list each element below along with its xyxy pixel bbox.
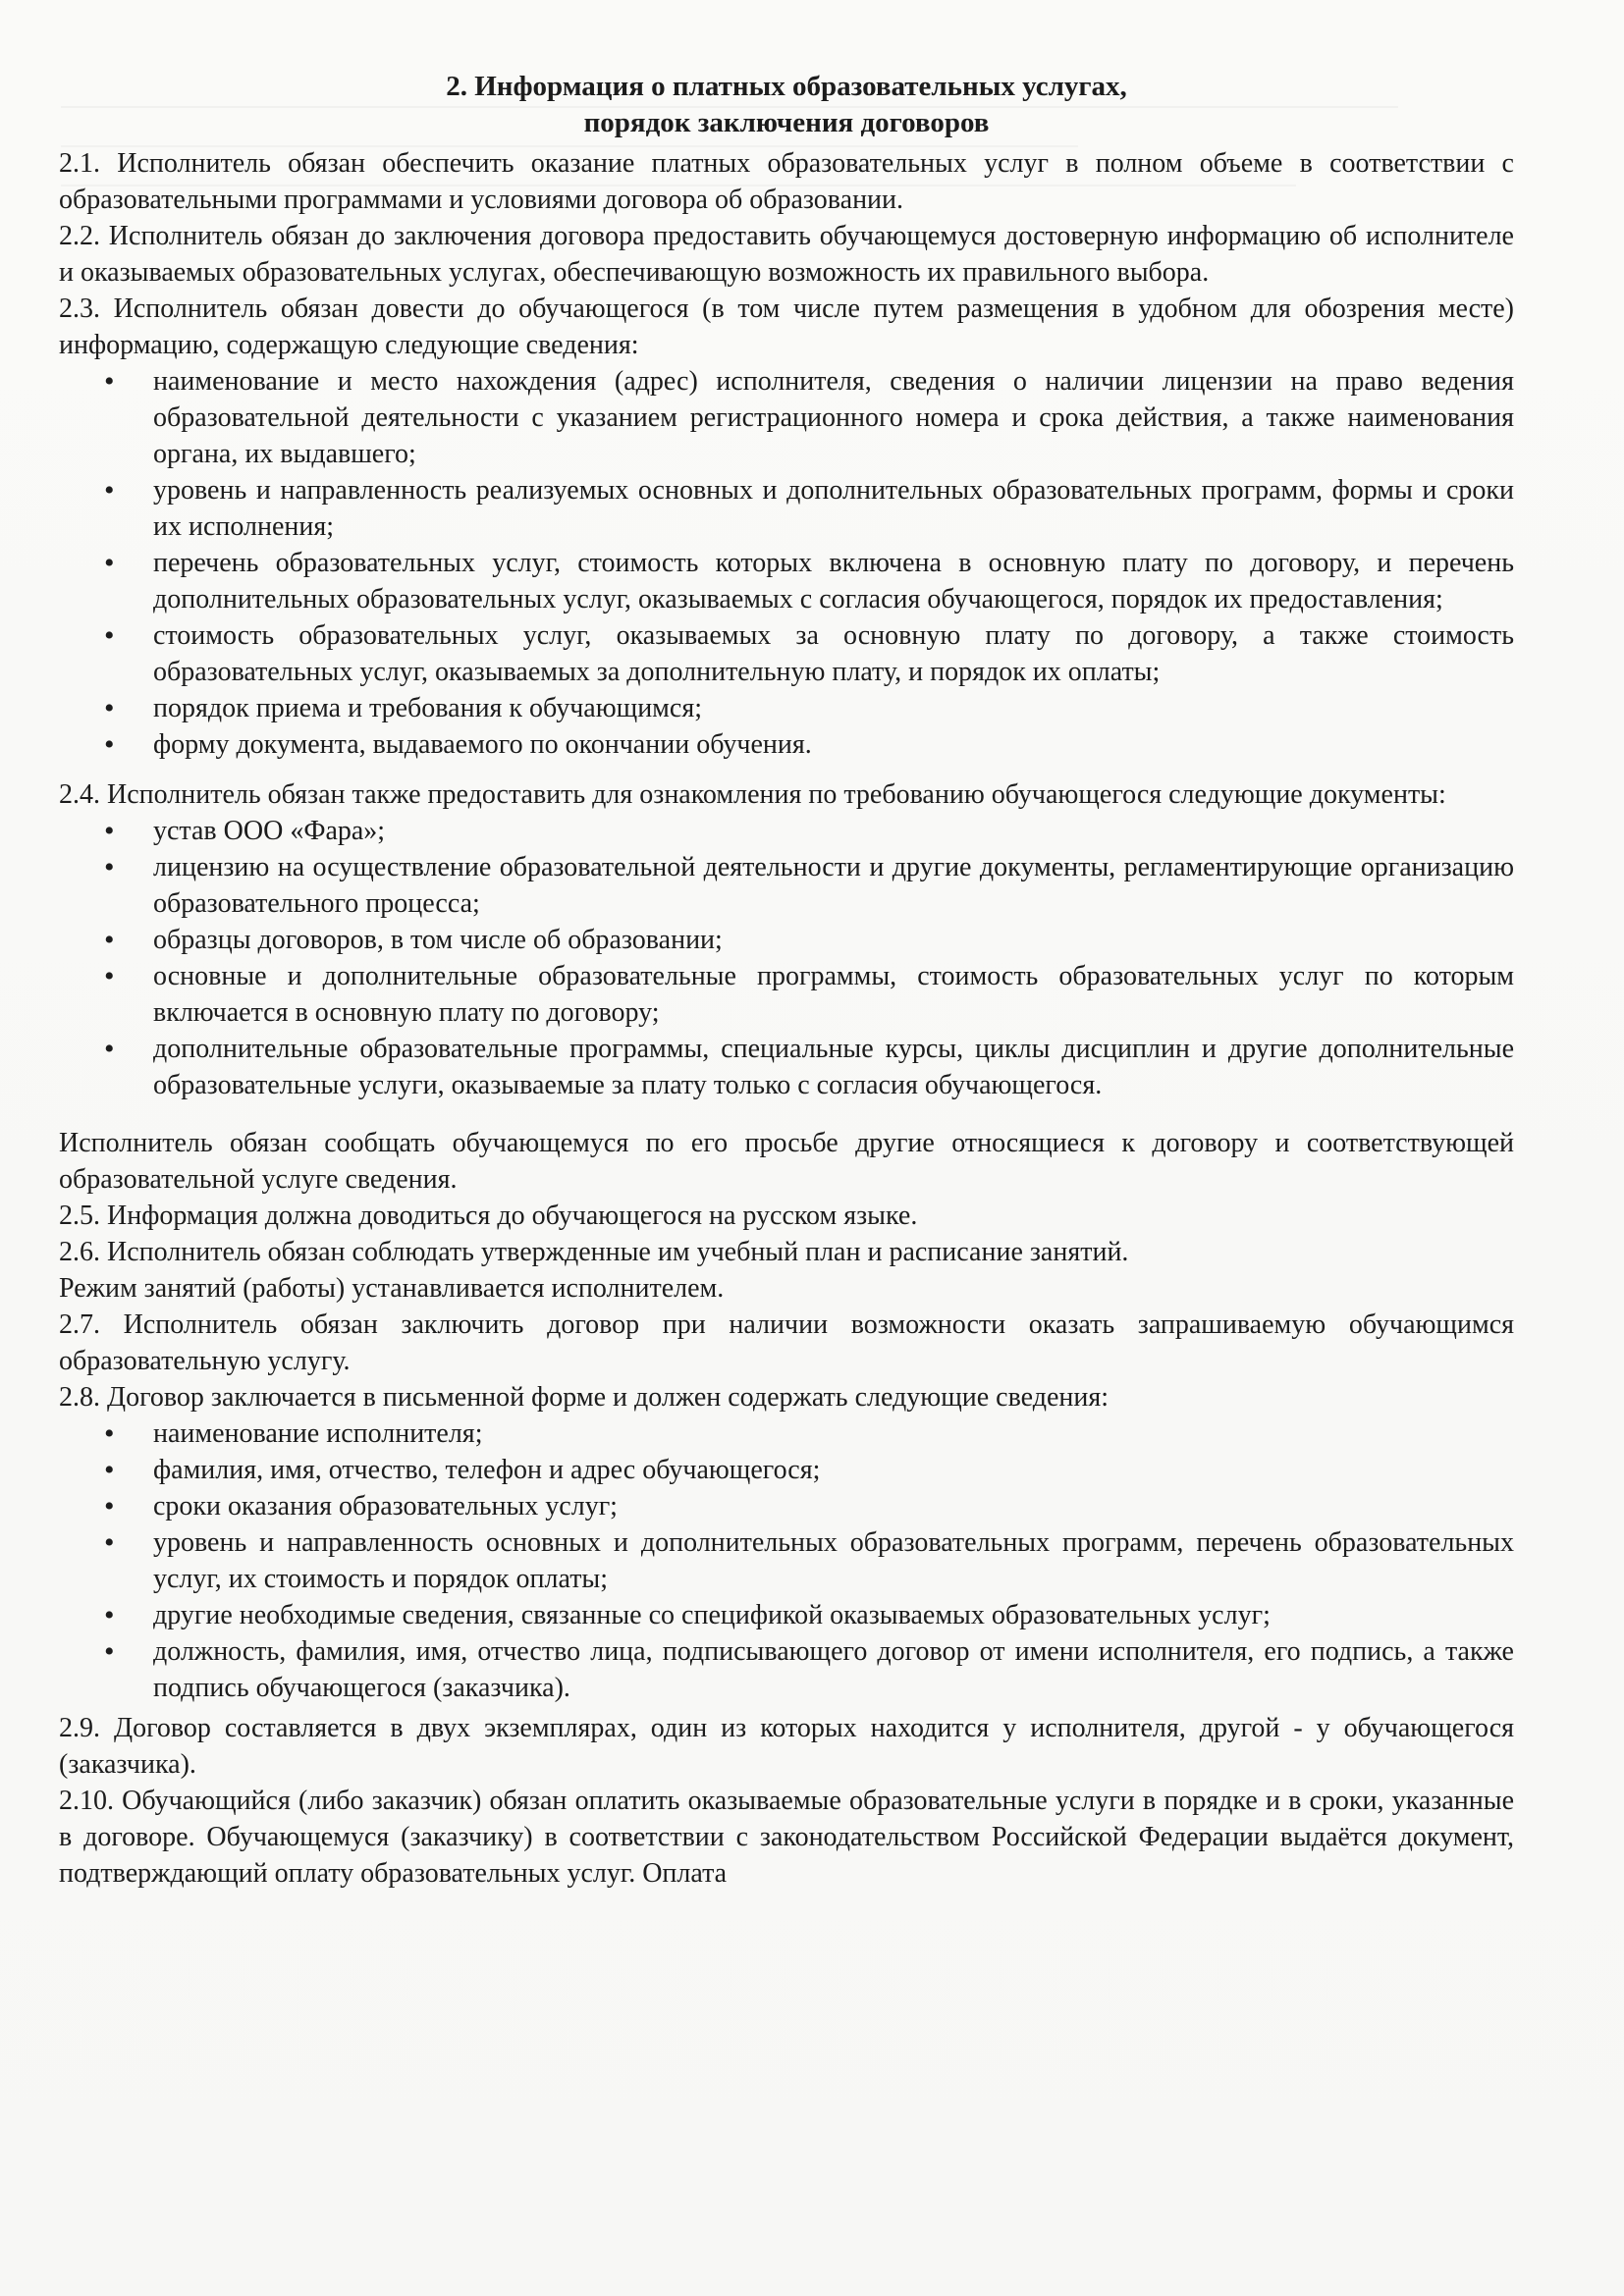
list-item: • наименование исполнителя; [153,1415,1514,1452]
clause-2-1: 2.1. Исполнитель обязан обеспечить оказание платных образовательных услуг в полном объеме в соответствии с образовательными программами и условиями договора об образовании. [59,148,1514,215]
list-2-8 [59,1415,1514,1706]
clause-mode: Режим занятий (работы) устанавливается исполнителем. [59,1273,725,1304]
list-item: • уровень и направленность основных и дополнительных образовательных программ, перечень образовательных услуг, их стоимость и порядок оплаты; [153,1524,1514,1597]
clause-2-5: 2.5. Информация должна доводиться до обучающегося на русском языке. [59,1201,918,1231]
list-item: • сроки оказания образовательных услуг; [153,1488,1514,1524]
list-item: • устав ООО «Фара»; [153,813,1514,849]
list-item: • форму документа, выдаваемого по окончании обучения. [153,726,1514,763]
list-item: • должность, фамилия, имя, отчество лица, подписывающего договор от имени исполнителя, его подпись, а также подпись обучающегося (заказчика). [153,1633,1514,1706]
list-2-4 [59,813,1514,1103]
section-title [59,69,1514,141]
list-item: • лицензию на осуществление образовательной деятельности и другие документы, регламентирующие организацию образовательного процесса; [153,849,1514,922]
clause-2-10: 2.10. Обучающийся (либо заказчик) обязан оплатить оказываемые образовательные услуги в порядке и в сроки, указанные в договоре. Обучающемуся (заказчику) в соответствии с законодательством Российской Федерации выдаётся документ, подтверждающий оплату образовательных услуг. Оплата [59,1786,1514,1889]
clause-2-9: 2.9. Договор составляется в двух экземплярах, один из которых находится у исполнителя, другой - у обучающегося (заказчика). [59,1713,1514,1780]
section-title-line-2: порядок заключения договоров [583,107,990,138]
list-item: • перечень образовательных услуг, стоимость которых включена в основную плату по договору, и перечень дополнительных образовательных услуг, оказываемых с согласия обучающегося, порядок их предоставления; [153,545,1514,617]
document-body [59,69,1514,1892]
clause-inform: Исполнитель обязан сообщать обучающемуся по его просьбе другие относящиеся к договору и соответствующей образовательной услуге сведения. [59,1128,1514,1195]
list-item: • фамилия, имя, отчество, телефон и адрес обучающегося; [153,1452,1514,1488]
clause-2-2: 2.2. Исполнитель обязан до заключения договора предоставить обучающемуся достоверную информацию об исполнителе и оказываемых образовательных услугах, обеспечивающую возможность их правильного выбора. [59,221,1514,288]
clause-2-3: 2.3. Исполнитель обязан довести до обучающегося (в том числе путем размещения в удобном для обозрения месте) информацию, содержащую следующие сведения: [59,294,1514,360]
clause-2-6: 2.6. Исполнитель обязан соблюдать утвержденные им учебный план и расписание занятий. [59,1237,1129,1267]
list-item: • образцы договоров, в том числе об образовании; [153,922,1514,958]
clause-2-7: 2.7. Исполнитель обязан заключить договор при наличии возможности оказать запрашиваемую обучающимся образовательную услугу. [59,1309,1514,1376]
section-title-line-1: 2. Информация о платных образовательных услугах, [446,71,1127,102]
list-item: • стоимость образовательных услуг, оказываемых за основную плату по договору, а также стоимость образовательных услуг, оказываемых за дополнительную плату, и порядок их оплаты; [153,617,1514,690]
list-2-3 [59,363,1514,763]
list-item: • наименование и место нахождения (адрес) исполнителя, сведения о наличии лицензии на право ведения образовательной деятельности с указанием регистрационного номера и срока действия, а также наименования органа, их выдавшего; [153,363,1514,472]
list-item: • основные и дополнительные образовательные программы, стоимость образовательных услуг по которым включается в основную плату по договору; [153,958,1514,1031]
list-item: • порядок приема и требования к обучающимся; [153,690,1514,726]
clause-2-4: 2.4. Исполнитель обязан также предоставить для ознакомления по требованию обучающегося следующие документы: [59,779,1446,810]
list-item: • другие необходимые сведения, связанные со спецификой оказываемых образовательных услуг; [153,1597,1514,1633]
clause-2-8: 2.8. Договор заключается в письменной форме и должен содержать следующие сведения: [59,1382,1110,1413]
list-item: • уровень и направленность реализуемых основных и дополнительных образовательных программ, формы и сроки их исполнения; [153,472,1514,545]
list-item: • дополнительные образовательные программы, специальные курсы, циклы дисциплин и другие дополнительные образовательные услуги, оказываемые за плату только с согласия обучающегося. [153,1031,1514,1103]
